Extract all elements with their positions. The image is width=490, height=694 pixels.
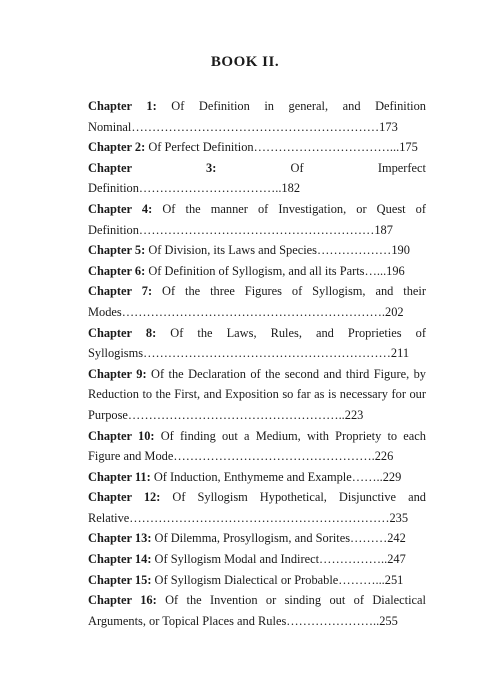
toc-entry-chapter-15: [88, 570, 426, 591]
chapter-title: Of the Invention or sinding out of Dialectical Arguments, or Topical Places and Rules…………………..255: [88, 593, 426, 628]
chapter-title: Of Dilemma, Prosyllogism, and Sorites………242: [151, 531, 406, 546]
chapter-title: Of Definition of Syllogism, and all its Parts…...196: [145, 263, 405, 278]
toc-entry-chapter-16: [88, 590, 426, 631]
chapter-title: Of Syllogism Dialectical or Probable………...251: [151, 572, 404, 587]
toc-entry-chapter-10: [88, 426, 426, 467]
chapter-label: Chapter 14:: [88, 552, 152, 567]
toc-entry-chapter-4: [88, 199, 426, 240]
toc-entry-chapter-12: [88, 487, 426, 528]
chapter-label: Chapter 2:: [88, 140, 146, 155]
chapter-label: Chapter 7:: [88, 284, 153, 299]
chapter-title: Of the Laws, Rules, and Proprieties of Syllogisms……………………………………………………211: [88, 325, 426, 361]
chapter-label: Chapter 6:: [88, 263, 146, 278]
chapter-title: Of the three Figures of Syllogism, and their Modes……………………………………………………….202: [88, 284, 426, 319]
toc-entry-chapter-2: [88, 137, 426, 158]
toc-entry-chapter-6: [88, 261, 426, 282]
chapter-title: Of Definition in general, and Definition Nominal……………………………………………………173: [88, 99, 426, 134]
chapter-label: Chapter 15:: [88, 572, 152, 587]
chapter-label: Chapter 8:: [88, 325, 157, 340]
chapter-title: Of Imperfect Definition……………………………..182: [88, 160, 426, 196]
toc-entry-chapter-8: [88, 323, 426, 364]
toc-entry-chapter-1: [88, 96, 426, 137]
chapter-label: Chapter 3:: [88, 160, 217, 175]
table-of-contents: [88, 96, 426, 631]
chapter-title: Of Syllogism Hypothetical, Disjunctive and Relative………………………………………………………235: [88, 490, 426, 525]
chapter-label: Chapter 16:: [88, 593, 157, 608]
toc-entry-chapter-9: [88, 364, 426, 426]
chapter-title: Of Division, its Laws and Species………………190: [145, 243, 410, 258]
chapter-label: Chapter 5:: [88, 243, 146, 258]
chapter-title: Of Induction, Enthymeme and Example……..229: [150, 469, 402, 484]
toc-entry-chapter-11: [88, 467, 426, 488]
chapter-title: Of Syllogism Modal and Indirect……………..247: [151, 552, 406, 567]
toc-entry-chapter-13: [88, 528, 426, 549]
chapter-label: Chapter 10:: [88, 428, 155, 443]
toc-entry-chapter-7: [88, 281, 426, 322]
chapter-title: Of the Declaration of the second and third Figure, by Reduction to the First, and Exposition so far as is necessary for our Purpose……………………………………………..223: [88, 366, 426, 422]
chapter-title: Of finding out a Medium, with Propriety to each Figure and Mode………………………………………….226: [88, 428, 427, 464]
toc-entry-chapter-5: [88, 240, 426, 261]
chapter-label: Chapter 1:: [88, 99, 157, 113]
toc-entry-chapter-3: [88, 158, 426, 199]
chapter-label: Chapter 4:: [88, 201, 153, 216]
toc-entry-chapter-14: [88, 549, 426, 570]
chapter-title: Of the manner of Investigation, or Quest of Definition…………………………………………………187: [88, 201, 427, 237]
chapter-label: Chapter 9:: [88, 366, 147, 381]
chapter-label: Chapter 13:: [88, 531, 152, 546]
book-title: BOOK II.: [210, 54, 280, 70]
chapter-label: Chapter 11:: [88, 469, 151, 484]
chapter-label: Chapter 12:: [88, 490, 161, 505]
chapter-title: Of Perfect Definition……………………………...175: [145, 140, 418, 155]
